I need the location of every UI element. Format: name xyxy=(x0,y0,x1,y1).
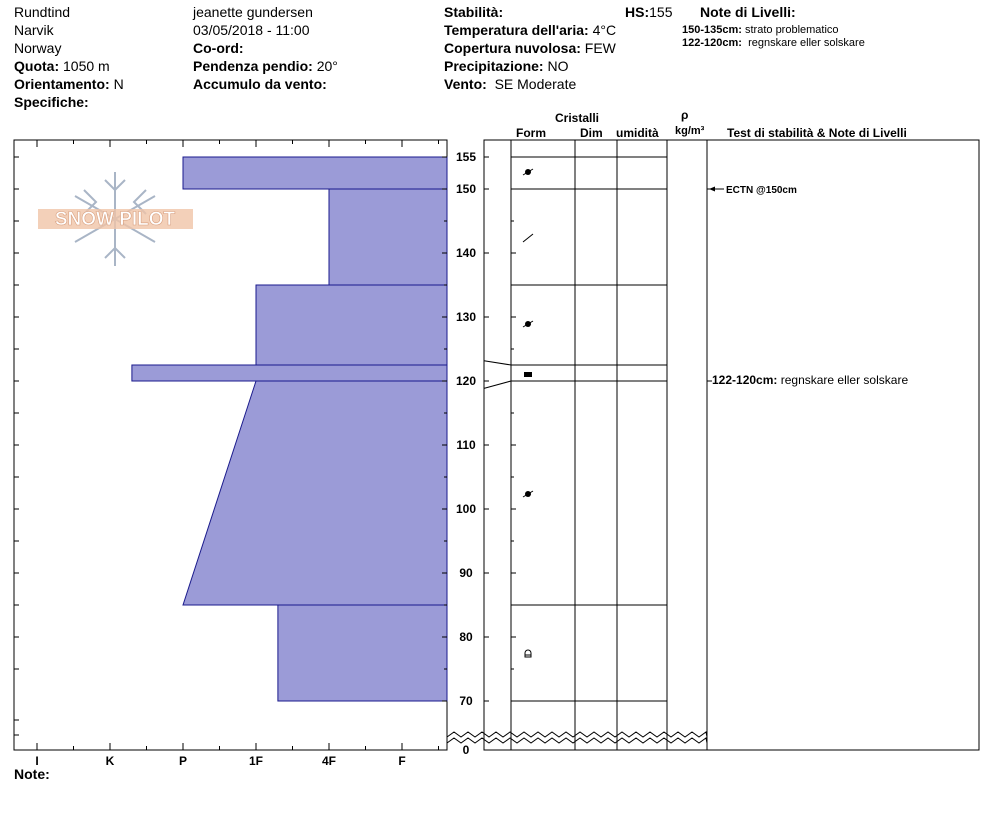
precip-label: Precipitazione: xyxy=(444,58,544,74)
country: Norway xyxy=(14,40,62,56)
note-label: Note: xyxy=(14,766,50,782)
rounded-grains-icon xyxy=(523,321,533,327)
thin-layer-connector-bottom xyxy=(484,381,511,388)
layer-note-1-range: 150-135cm: xyxy=(682,24,742,36)
layer-note-2-range: 122-120cm: xyxy=(682,37,742,49)
aspect-label: Orientamento: xyxy=(14,76,110,92)
decomposing-fragments-icon xyxy=(523,234,533,242)
crystals-header: Cristalli xyxy=(555,111,600,125)
depth-label-110: 110 xyxy=(456,438,476,452)
crust-block xyxy=(524,372,532,377)
depth-label-150: 150 xyxy=(455,182,477,196)
air-temp-label: Temperatura dell'aria: xyxy=(444,22,589,38)
hardness-label-p: P xyxy=(178,754,188,768)
location: Rundtind xyxy=(14,4,71,20)
slope-label: Pendenza pendio: xyxy=(193,58,313,74)
depth-label-100: 100 xyxy=(455,502,477,516)
depth-label-0: 0 xyxy=(462,743,470,757)
observer: jeanette gundersen xyxy=(193,4,313,20)
density-unit-header: kg/m³ xyxy=(675,125,705,137)
axis-break-zigzag-1 xyxy=(447,732,707,737)
wind-value: SE Moderate xyxy=(494,76,577,92)
coord-label: Co-ord: xyxy=(193,40,244,56)
depth-label-90: 90 xyxy=(459,566,473,580)
hardness-bar-6 xyxy=(278,605,447,701)
elevation-value: 1050 m xyxy=(63,58,110,74)
hs-value: 155 xyxy=(649,4,673,20)
moisture-header: umidità xyxy=(616,126,659,140)
hardness-bar-1 xyxy=(183,157,447,189)
precip-value: NO xyxy=(547,58,569,74)
layer-notes-label: Note di Livelli: xyxy=(700,4,796,20)
cloud-label: Copertura nuvolosa: xyxy=(444,40,581,56)
aspect-value: N xyxy=(113,76,124,92)
air-temp-value: 4°C xyxy=(592,22,617,38)
hardness-bar-5 xyxy=(183,381,447,605)
region: Narvik xyxy=(14,22,54,38)
elevation-label: Quota: xyxy=(14,58,60,74)
melt-freeze-crust-icon xyxy=(524,372,532,377)
dim-header: Dim xyxy=(580,126,603,140)
depth-label-70: 70 xyxy=(459,694,473,708)
test-arrow-head xyxy=(709,187,715,192)
layer-note-1-text: strato problematico xyxy=(745,24,839,36)
layer-note-label xyxy=(712,373,908,387)
depth-label-140: 140 xyxy=(455,246,477,260)
hardness-label-1f: 1F xyxy=(248,754,264,768)
hardness-bar-4 xyxy=(132,365,447,381)
logo-text: SNOW PILOT xyxy=(54,209,176,230)
layer-note-2-text: regnskare eller solskare xyxy=(748,37,865,49)
rho-header: ρ xyxy=(681,108,689,122)
rounded-grains-icon xyxy=(523,169,533,175)
rounded-grains-icon xyxy=(523,491,533,497)
specifics-label: Specifiche: xyxy=(14,94,89,110)
hs-label: HS: xyxy=(625,4,650,20)
thin-layer-connector-top xyxy=(484,361,511,365)
wind-loading-label: Accumulo da vento: xyxy=(193,76,327,92)
cloud-value: FEW xyxy=(584,40,616,56)
test-label: ECTN @150cm xyxy=(726,185,797,196)
form-header: Form xyxy=(516,126,546,140)
depth-label-130: 130 xyxy=(455,310,477,324)
hardness-label-i: I xyxy=(35,754,39,768)
wind-label: Vento: xyxy=(444,76,487,92)
datetime: 03/05/2018 - 11:00 xyxy=(193,22,310,38)
depth-label-120: 120 xyxy=(455,374,477,388)
layer-note-range: 122-120cm: xyxy=(712,373,778,387)
layer-note-text: regnskare eller solskare xyxy=(777,373,909,387)
tests-header: Test di stabilità & Note di Livelli xyxy=(727,126,907,140)
hardness-label-4f: 4F xyxy=(321,754,337,768)
facet-outline xyxy=(525,650,531,657)
fragment-stroke xyxy=(523,234,533,242)
hardness-label-k: K xyxy=(105,754,115,768)
faceted-crystals-icon xyxy=(525,650,531,657)
hardness-bar-3 xyxy=(256,285,447,365)
snowpilot-logo xyxy=(38,172,193,266)
axis-break-zigzag-2 xyxy=(447,738,707,743)
hardness-label-f: F xyxy=(398,754,406,768)
table-frame xyxy=(484,140,979,750)
slope-value: 20° xyxy=(316,58,338,74)
depth-label-155: 155 xyxy=(455,150,477,164)
depth-label-80: 80 xyxy=(459,630,473,644)
hardness-bar-2 xyxy=(329,189,447,285)
stability-label: Stabilità: xyxy=(444,4,504,20)
